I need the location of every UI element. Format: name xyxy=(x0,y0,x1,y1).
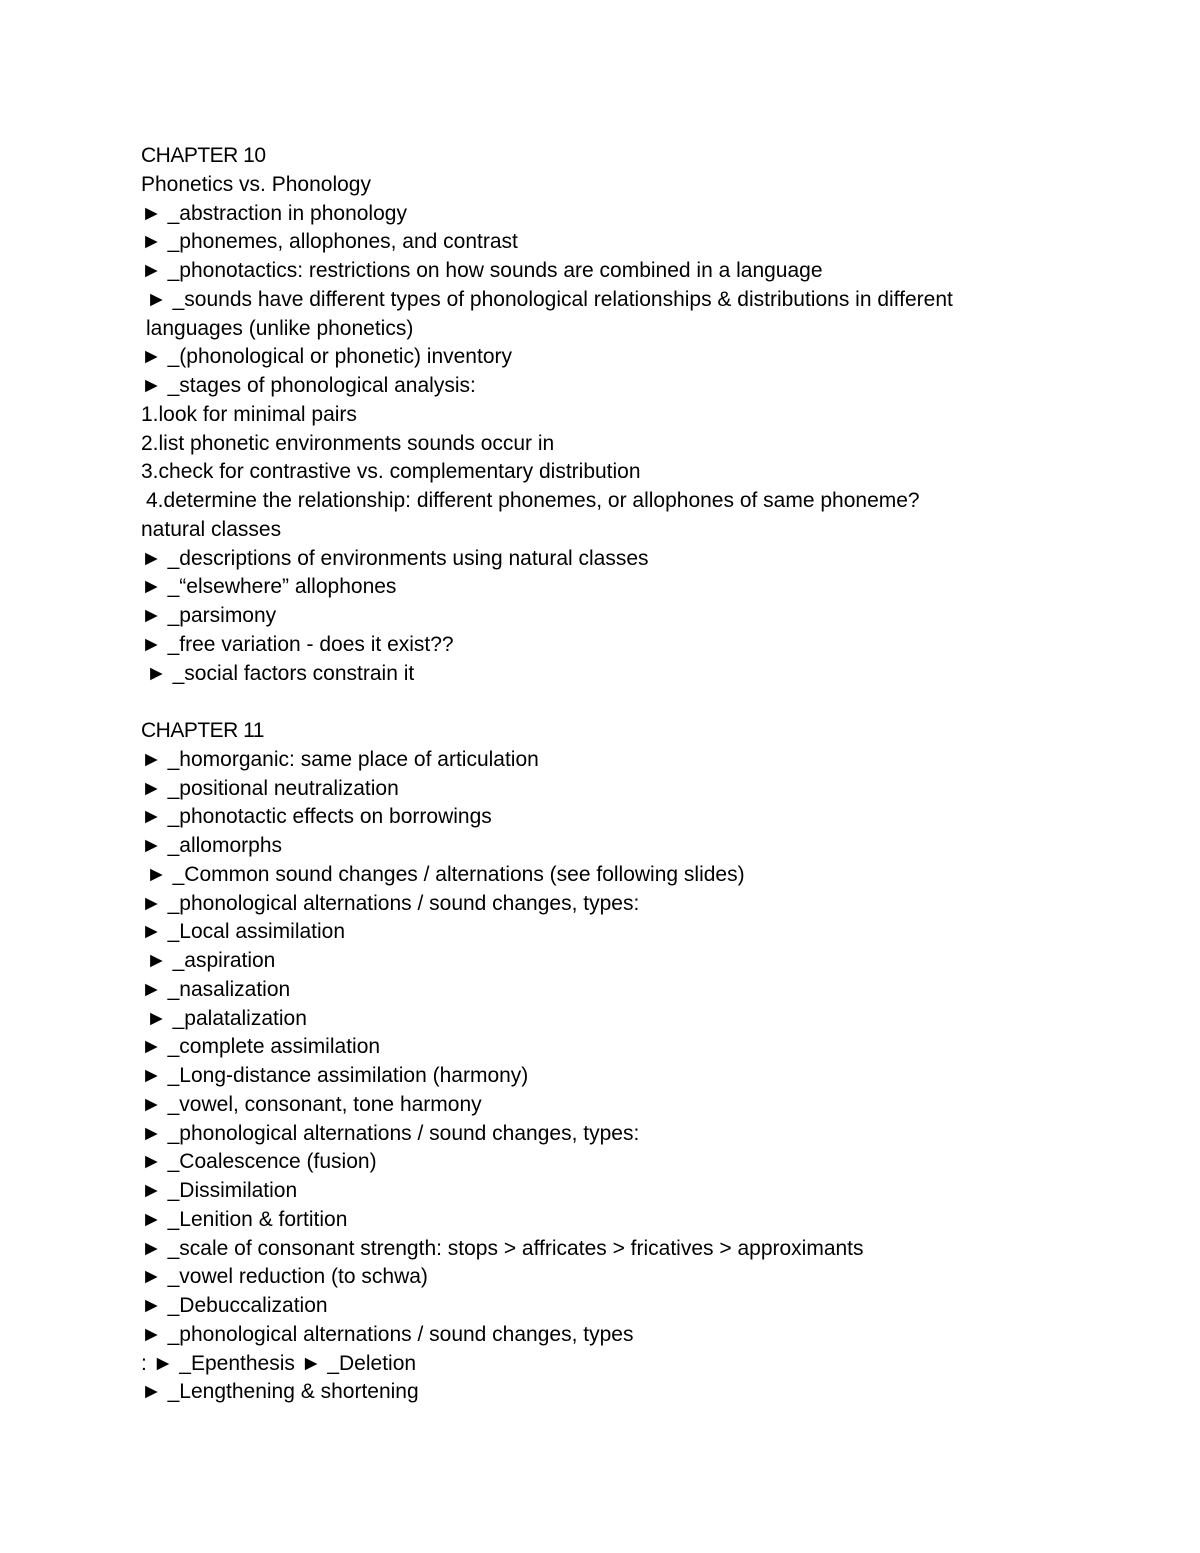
list-item: ► _phonotactics: restrictions on how sounds are combined in a language xyxy=(141,259,823,282)
chapter-11-heading: CHAPTER 11 xyxy=(141,719,264,742)
list-item: ► _phonological alternations / sound changes, types xyxy=(141,1322,634,1346)
list-item: ► _phonological alternations / sound changes, types: xyxy=(141,1121,640,1145)
list-item: ► _social factors constrain it xyxy=(146,661,415,685)
list-item: ► _palatalization xyxy=(146,1006,307,1030)
list-item: ► _stages of phonological analysis: xyxy=(141,374,476,397)
list-item: ► _“elsewhere” allophones xyxy=(141,575,397,599)
list-item: ► _Lengthening & shortening xyxy=(141,1380,419,1404)
numbered-item: 4.determine the relationship: different phonemes, or allophones of same phoneme? xyxy=(146,489,920,512)
list-item: ► _aspiration xyxy=(146,949,276,972)
section-spacer xyxy=(141,688,1041,717)
list-item: ► _homorganic: same place of articulation xyxy=(141,747,539,771)
section-label: natural classes xyxy=(141,517,282,541)
list-item: ► _descriptions of environments using natural classes xyxy=(141,546,649,570)
list-item: ► _complete assimilation xyxy=(141,1035,381,1059)
list-item: ► _scale of consonant strength: stops > affricates > fricatives > approximants xyxy=(141,1236,864,1260)
list-item: ► _vowel, consonant, tone harmony xyxy=(141,1092,482,1116)
list-item: ► _abstraction in phonology xyxy=(141,201,407,225)
list-item: ► _parsimony xyxy=(141,604,277,627)
list-item: ► _phonological alternations / sound changes, types: xyxy=(141,891,640,915)
list-item: ► _vowel reduction (to schwa) xyxy=(141,1265,428,1289)
numbered-item: 1.look for minimal pairs xyxy=(141,402,357,426)
list-item: ► _allomorphs xyxy=(141,834,283,857)
list-item: ► _Debuccalization xyxy=(141,1294,328,1317)
list-item: ► _Common sound changes / alternations (see following slides) xyxy=(146,862,745,886)
chapter-10-heading: CHAPTER 10 xyxy=(141,144,266,167)
document-page xyxy=(141,142,1041,1407)
list-item: ► _Dissimilation xyxy=(141,1179,298,1202)
chapter-10-subtitle: Phonetics vs. Phonology xyxy=(141,172,371,196)
numbered-item: 3.check for contrastive vs. complementary distribution xyxy=(141,460,641,484)
numbered-item: 2.list phonetic environments sounds occur in xyxy=(141,431,555,455)
list-item: ► _positional neutralization xyxy=(141,776,399,800)
list-item: : ► _Epenthesis ► _Deletion xyxy=(141,1351,417,1375)
list-item: ► _(phonological or phonetic) inventory xyxy=(141,345,512,369)
list-item: ► _Local assimilation xyxy=(141,920,346,944)
list-item: ► _free variation - does it exist?? xyxy=(141,632,454,656)
list-item: ► _Lenition & fortition xyxy=(141,1207,348,1231)
list-item: ► _Long-distance assimilation (harmony) xyxy=(141,1064,529,1087)
list-item: ► _phonotactic effects on borrowings xyxy=(141,805,492,829)
list-item: ► _phonemes, allophones, and contrast xyxy=(141,230,518,254)
list-item: ► _nasalization xyxy=(141,977,291,1001)
list-item: ► _Coalescence (fusion) xyxy=(141,1150,377,1174)
list-item: ► _sounds have different types of phonological relationships & distributions in different languages (unlike phonetics) xyxy=(146,287,953,340)
